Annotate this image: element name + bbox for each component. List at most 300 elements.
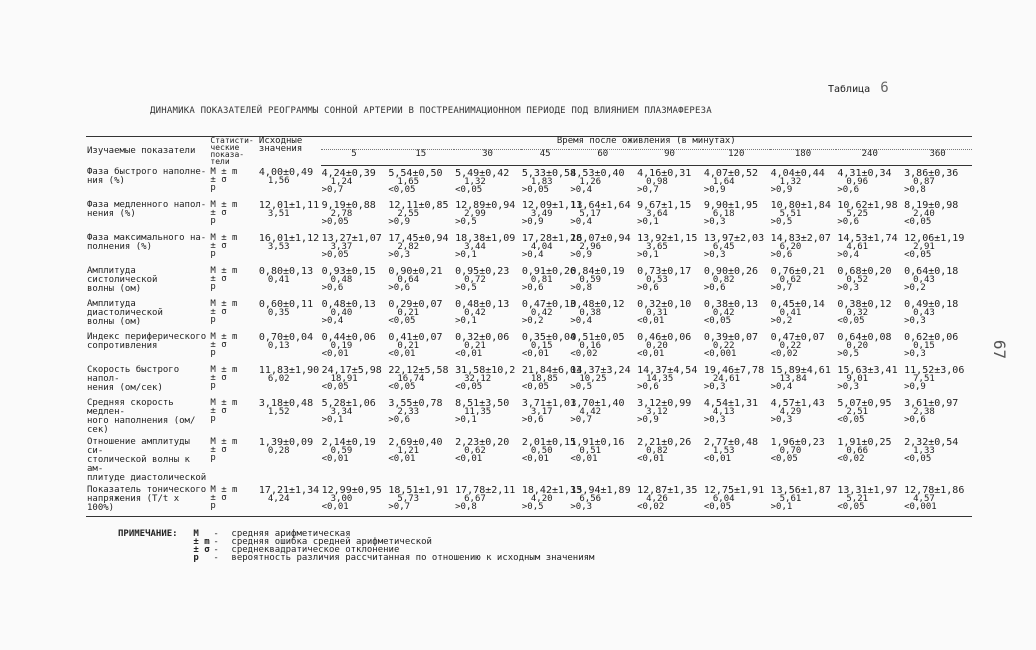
sigma-value: 1,64 bbox=[712, 176, 735, 187]
p-value: <0,01 bbox=[570, 454, 598, 464]
mean-value: 8,51±3,50 bbox=[455, 398, 510, 409]
header-time: 90 bbox=[636, 149, 703, 165]
time-value-cell bbox=[836, 483, 903, 516]
sigma-value: 5,25 bbox=[846, 209, 869, 219]
p-value: >0,2 bbox=[770, 316, 793, 326]
parameter-name: Индекс периферического сопротивления bbox=[87, 332, 207, 351]
mean-value: 0,73±0,17 bbox=[637, 266, 692, 277]
mean-value: 15,63±3,41 bbox=[837, 365, 898, 376]
mean-value: 5,49±0,42 bbox=[455, 167, 510, 179]
time-value-cell bbox=[703, 165, 770, 198]
time-value-cell bbox=[836, 435, 903, 483]
stat-labels: M ± m ± σ p bbox=[210, 437, 238, 463]
sigma-value: 0,42 bbox=[712, 308, 735, 318]
p-value: >0,5 bbox=[570, 382, 593, 392]
time-value-cell bbox=[770, 264, 837, 297]
sigma-value: 0,19 bbox=[330, 341, 353, 351]
sigma-value: 3,64 bbox=[646, 209, 668, 219]
time-value-cell bbox=[836, 264, 903, 297]
sigma-value: 5,51 bbox=[779, 209, 802, 219]
p-value: <0,05 bbox=[770, 454, 798, 464]
mean-value: 0,91±0,26 bbox=[521, 266, 577, 277]
mean-value: 0,90±0,26 bbox=[703, 266, 759, 277]
p-value: >0,3 bbox=[904, 349, 926, 359]
note-symbol: ± m bbox=[193, 537, 210, 547]
time-value-cell bbox=[569, 363, 636, 396]
mean-value: 13,27±1,07 bbox=[321, 233, 382, 244]
mean-value: 13,64±1,64 bbox=[570, 200, 631, 211]
sigma-value: 2,78 bbox=[330, 209, 353, 219]
sigma-value: 1,53 bbox=[712, 446, 735, 456]
p-value: <0,01 bbox=[321, 349, 349, 359]
parameter-name: Фаза медленного напол- нения (%) bbox=[87, 200, 207, 219]
sigma-value: 0,21 bbox=[397, 308, 420, 318]
p-value: >0,5 bbox=[455, 283, 477, 293]
time-value-cell bbox=[387, 198, 454, 231]
time-value-cell bbox=[454, 297, 521, 330]
stat-labels: M ± m ± σ p bbox=[210, 365, 238, 391]
mean-value: 11,83±1,90 bbox=[258, 365, 320, 376]
mean-value: 18,38±1,09 bbox=[455, 233, 516, 244]
header-period: Время после оживления (в минутах) bbox=[321, 137, 972, 150]
time-value-cell bbox=[703, 363, 770, 396]
sigma-value: 0,43 bbox=[913, 275, 935, 285]
note-symbol: ± σ bbox=[193, 545, 210, 555]
time-value-cell bbox=[770, 198, 837, 231]
time-value-cell bbox=[770, 297, 837, 330]
p-value: >0,3 bbox=[570, 502, 593, 512]
time-value-cell bbox=[903, 231, 972, 264]
time-value-cell bbox=[569, 198, 636, 231]
time-value-cell bbox=[521, 264, 577, 297]
p-value: >0,7 bbox=[637, 184, 659, 195]
time-value-cell bbox=[387, 363, 454, 396]
note-symbol: M bbox=[193, 529, 199, 539]
sigma-value: 11,35 bbox=[464, 407, 492, 417]
p-value: >0,9 bbox=[570, 250, 593, 260]
parameter-name: Фаза быстрого наполне- ния (%) bbox=[87, 167, 207, 186]
p-value: >0,6 bbox=[637, 382, 659, 392]
mean-value: 2,14±0,19 bbox=[321, 437, 376, 448]
p-value: <0,01 bbox=[388, 349, 416, 359]
mean-value: 17,28±1,28 bbox=[521, 233, 583, 244]
p-value: <0,05 bbox=[837, 316, 865, 326]
table-row bbox=[86, 231, 972, 264]
sigma-value: 0,42 bbox=[530, 308, 553, 318]
p-value: <0,05 bbox=[388, 382, 416, 392]
time-value-cell bbox=[836, 165, 903, 198]
p-value: >0,8 bbox=[455, 502, 477, 512]
sigma-value: 1,56 bbox=[267, 176, 290, 186]
mean-value: 12,09±1,11 bbox=[521, 200, 583, 211]
mean-value: 12,01±1,11 bbox=[258, 200, 320, 211]
sigma-value: 2,51 bbox=[846, 407, 869, 417]
table-row bbox=[86, 396, 972, 435]
mean-value: 0,38±0,13 bbox=[703, 299, 759, 310]
mean-value: 17,21±1,34 bbox=[258, 485, 320, 496]
time-value-cell bbox=[903, 483, 972, 516]
p-value: <0,01 bbox=[637, 316, 665, 326]
parameter-name: Отношение амплитуды си- столической волны к ам- плитуде диастолической bbox=[87, 437, 207, 483]
time-value-cell bbox=[636, 435, 703, 483]
p-value: <0,02 bbox=[770, 349, 798, 359]
sigma-value: 6,56 bbox=[579, 494, 602, 504]
sigma-value: 2,96 bbox=[579, 242, 602, 252]
parameter-name: Показатель тонического напряжения (T/t x 100%) bbox=[86, 483, 209, 516]
table-header bbox=[86, 137, 972, 166]
time-value-cell bbox=[569, 396, 636, 435]
mean-value: 11,52±3,06 bbox=[904, 365, 965, 376]
p-value: >0,3 bbox=[388, 250, 411, 260]
p-value: >0,3 bbox=[837, 382, 860, 392]
mean-value: 17,78±2,11 bbox=[455, 485, 516, 496]
mean-value: 31,58±10,2 bbox=[455, 365, 516, 376]
time-value-cell bbox=[636, 297, 703, 330]
mean-value: 0,46±0,06 bbox=[637, 332, 692, 343]
sigma-value: 4,24 bbox=[267, 494, 290, 504]
mean-value: 2,32±0,54 bbox=[904, 437, 959, 448]
time-value-cell bbox=[569, 165, 636, 198]
time-value-cell bbox=[636, 231, 703, 264]
sigma-value: 1,24 bbox=[330, 176, 353, 187]
p-value: >0,1 bbox=[455, 250, 477, 260]
mean-value: 2,01±0,15 bbox=[521, 437, 577, 448]
p-value: <0,05 bbox=[521, 382, 549, 392]
p-value: >0,05 bbox=[521, 184, 549, 195]
mean-value: 13,56±1,87 bbox=[770, 485, 831, 496]
p-value: >0,9 bbox=[904, 382, 926, 392]
p-value: >0,5 bbox=[770, 217, 793, 227]
mean-value: 16,01±1,12 bbox=[258, 233, 320, 244]
note-dash: - bbox=[213, 553, 219, 563]
time-value-cell bbox=[521, 297, 577, 330]
p-value: >0,6 bbox=[388, 283, 411, 293]
time-value-cell bbox=[836, 330, 903, 363]
p-value: >0,1 bbox=[321, 415, 344, 425]
sigma-value: 4,04 bbox=[530, 242, 553, 252]
time-value-cell bbox=[387, 264, 454, 297]
sigma-value: 0,59 bbox=[579, 275, 602, 285]
p-value: <0,01 bbox=[521, 454, 549, 464]
mean-value: 0,68±0,20 bbox=[837, 266, 892, 277]
mean-value: 0,64±0,18 bbox=[904, 266, 959, 277]
mean-value: 13,92±1,15 bbox=[637, 233, 698, 244]
sigma-value: 1,83 bbox=[530, 176, 553, 187]
p-value: >0,3 bbox=[770, 415, 793, 425]
sigma-value: 18,91 bbox=[330, 374, 358, 384]
p-value: >0,5 bbox=[521, 502, 544, 512]
sigma-value: 3,12 bbox=[646, 407, 668, 417]
mean-value: 4,00±0,49 bbox=[258, 167, 314, 178]
time-value-cell bbox=[703, 264, 770, 297]
table-row bbox=[86, 165, 972, 198]
mean-value: 3,86±0,36 bbox=[904, 167, 959, 179]
note-dash: - bbox=[213, 537, 219, 547]
p-value: >0,3 bbox=[904, 316, 926, 326]
p-value: <0,01 bbox=[521, 349, 549, 359]
mean-value: 0,38±0,12 bbox=[837, 299, 892, 310]
p-value: <0,01 bbox=[637, 454, 665, 464]
mean-value: 2,77±0,48 bbox=[703, 437, 759, 448]
sigma-value: 0,16 bbox=[579, 341, 602, 351]
p-value: >0,6 bbox=[521, 283, 544, 293]
sigma-value: 0,82 bbox=[646, 446, 668, 456]
mean-value: 0,32±0,06 bbox=[455, 332, 510, 343]
sigma-value: 6,20 bbox=[779, 242, 802, 252]
time-value-cell bbox=[836, 231, 903, 264]
time-value-cell bbox=[521, 435, 577, 483]
time-value-cell bbox=[454, 435, 521, 483]
mean-value: 0,64±0,08 bbox=[837, 332, 892, 343]
time-value-cell bbox=[770, 231, 837, 264]
time-value-cell bbox=[454, 483, 521, 516]
p-value: >0,7 bbox=[770, 283, 793, 293]
mean-value: 0,60±0,11 bbox=[258, 299, 314, 310]
header-time: 180 bbox=[770, 149, 837, 165]
time-value-cell bbox=[636, 198, 703, 231]
note-heading: ПРИМЕЧАНИЕ: bbox=[118, 529, 178, 539]
mean-value: 9,19±0,88 bbox=[321, 200, 376, 211]
time-value-cell bbox=[454, 330, 521, 363]
time-value-cell bbox=[836, 198, 903, 231]
p-value: >0,2 bbox=[904, 283, 926, 293]
time-value-cell bbox=[903, 198, 972, 231]
sigma-value: 0,28 bbox=[267, 446, 290, 456]
sigma-value: 3,51 bbox=[267, 209, 290, 219]
mean-value: 12,11±0,85 bbox=[388, 200, 449, 211]
sigma-value: 4,61 bbox=[846, 242, 869, 252]
note-text: вероятность различия рассчитанная по отношению к исходным значениям bbox=[231, 553, 595, 563]
initial-value-cell bbox=[258, 396, 321, 435]
mean-value: 12,99±0,95 bbox=[321, 485, 382, 496]
time-value-cell bbox=[521, 396, 577, 435]
p-value: <0,05 bbox=[904, 217, 932, 227]
time-value-cell bbox=[903, 363, 972, 396]
sigma-value: 6,67 bbox=[464, 494, 486, 504]
mean-value: 0,44±0,06 bbox=[321, 332, 376, 343]
sigma-value: 0,15 bbox=[913, 341, 935, 351]
header-time: 360 bbox=[903, 149, 972, 165]
sigma-value: 0,64 bbox=[397, 275, 420, 285]
header-time: 45 bbox=[521, 149, 570, 165]
time-value-cell bbox=[321, 483, 388, 516]
mean-value: 10,62±1,98 bbox=[837, 200, 898, 211]
sigma-value: 6,04 bbox=[712, 494, 735, 504]
mean-value: 0,93±0,15 bbox=[321, 266, 376, 277]
time-value-cell bbox=[703, 231, 770, 264]
sigma-value: 0,66 bbox=[846, 446, 869, 456]
sigma-value: 0,13 bbox=[267, 341, 290, 351]
header-stat: Статисти- ческие показа- тели bbox=[209, 137, 258, 166]
mean-value: 4,04±0,44 bbox=[770, 167, 825, 179]
mean-value: 1,39±0,09 bbox=[258, 437, 314, 448]
sigma-value: 0,20 bbox=[646, 341, 668, 351]
time-value-cell bbox=[387, 483, 454, 516]
time-value-cell bbox=[569, 435, 636, 483]
p-value: >0,7 bbox=[321, 184, 344, 195]
mean-value: 0,95±0,23 bbox=[455, 266, 510, 277]
note-symbol: p bbox=[193, 553, 199, 563]
sigma-value: 9,01 bbox=[846, 374, 869, 384]
sigma-value: 2,40 bbox=[913, 209, 935, 219]
sigma-value: 10,25 bbox=[579, 374, 607, 384]
mean-value: 0,51±0,05 bbox=[570, 332, 625, 343]
mean-value: 0,41±0,07 bbox=[388, 332, 443, 343]
sigma-value: 1,52 bbox=[267, 407, 290, 417]
time-value-cell bbox=[770, 435, 837, 483]
time-value-cell bbox=[636, 483, 703, 516]
time-value-cell bbox=[521, 165, 577, 198]
mean-value: 4,57±1,43 bbox=[770, 398, 825, 409]
mean-value: 0,39±0,07 bbox=[703, 332, 759, 343]
sigma-value: 2,38 bbox=[913, 407, 935, 417]
p-value: >0,6 bbox=[904, 415, 926, 425]
mean-value: 0,84±0,19 bbox=[570, 266, 625, 277]
time-value-cell bbox=[569, 330, 636, 363]
stat-labels: M ± m ± σ p bbox=[210, 167, 238, 193]
sigma-value: 1,32 bbox=[779, 176, 802, 187]
note-text: средняя ошибка средней арифметической bbox=[231, 537, 432, 547]
p-value: >0,4 bbox=[521, 250, 544, 260]
sigma-value: 0,41 bbox=[267, 275, 290, 285]
sigma-value: 2,82 bbox=[397, 242, 420, 252]
p-value: >0,9 bbox=[388, 217, 411, 227]
p-value: <0,05 bbox=[321, 382, 349, 392]
p-value: >0,4 bbox=[321, 316, 344, 326]
p-value: >0,1 bbox=[770, 502, 793, 512]
stat-labels: M ± m ± σ p bbox=[210, 266, 238, 292]
initial-value-cell bbox=[258, 297, 321, 330]
sigma-value: 1,33 bbox=[913, 446, 935, 456]
time-value-cell bbox=[387, 165, 454, 198]
mean-value: 0,70±0,04 bbox=[258, 332, 314, 343]
p-value: >0,6 bbox=[321, 283, 344, 293]
sigma-value: 0,52 bbox=[846, 275, 869, 285]
mean-value: 19,46±7,78 bbox=[703, 365, 765, 376]
sigma-value: 3,37 bbox=[330, 242, 353, 252]
sigma-value: 5,17 bbox=[579, 209, 602, 219]
p-value: >0,3 bbox=[703, 382, 726, 392]
time-value-cell bbox=[636, 264, 703, 297]
p-value: >0,4 bbox=[837, 250, 860, 260]
p-value: <0,05 bbox=[455, 382, 483, 392]
mean-value: 1,91±0,16 bbox=[570, 437, 625, 448]
mean-value: 12,75±1,91 bbox=[703, 485, 765, 496]
p-value: >0,1 bbox=[637, 250, 659, 260]
stat-labels: M ± m ± σ p bbox=[210, 200, 238, 226]
sigma-value: 0,81 bbox=[530, 275, 553, 285]
p-value: <0,02 bbox=[570, 349, 598, 359]
time-value-cell bbox=[903, 165, 972, 198]
time-value-cell bbox=[903, 330, 972, 363]
mean-value: 12,78±1,86 bbox=[904, 485, 965, 496]
sigma-value: 4,20 bbox=[530, 494, 553, 504]
sigma-value: 3,34 bbox=[330, 407, 353, 417]
mean-value: 18,51±1,91 bbox=[388, 485, 449, 496]
mean-value: 0,45±0,14 bbox=[770, 299, 825, 310]
p-value: <0,05 bbox=[904, 454, 932, 464]
time-value-cell bbox=[454, 363, 521, 396]
time-value-cell bbox=[703, 396, 770, 435]
time-value-cell bbox=[569, 297, 636, 330]
mean-value: 15,89±4,61 bbox=[770, 365, 831, 376]
mean-value: 0,47±0,07 bbox=[770, 332, 825, 343]
mean-value: 3,55±0,78 bbox=[388, 398, 443, 409]
p-value: >0,8 bbox=[570, 283, 593, 293]
sigma-value: 14,35 bbox=[646, 374, 674, 384]
sigma-value: 0,20 bbox=[846, 341, 869, 351]
mean-value: 0,48±0,13 bbox=[455, 299, 510, 310]
mean-value: 0,47±0,13 bbox=[521, 299, 577, 310]
sigma-value: 2,91 bbox=[913, 242, 935, 252]
mean-value: 21,84±6,03 bbox=[521, 365, 583, 376]
initial-value-cell bbox=[258, 330, 321, 363]
sigma-value: 5,61 bbox=[779, 494, 802, 504]
initial-value-cell bbox=[258, 435, 321, 483]
sigma-value: 0,72 bbox=[464, 275, 486, 285]
mean-value: 3,18±0,48 bbox=[258, 398, 314, 409]
sigma-value: 1,26 bbox=[579, 176, 602, 187]
header-initial: Исходные значения bbox=[258, 137, 321, 166]
sigma-value: 0,40 bbox=[330, 308, 353, 318]
mean-value: 4,07±0,52 bbox=[703, 167, 759, 179]
time-value-cell bbox=[903, 435, 972, 483]
mean-value: 0,80±0,13 bbox=[258, 266, 314, 277]
table-body bbox=[86, 165, 972, 516]
mean-value: 12,89±0,94 bbox=[455, 200, 516, 211]
mean-value: 5,54±0,50 bbox=[388, 167, 443, 179]
mean-value: 2,69±0,40 bbox=[388, 437, 443, 448]
p-value: >0,9 bbox=[770, 184, 793, 195]
sigma-value: 24,61 bbox=[712, 374, 740, 384]
sigma-value: 0,48 bbox=[330, 275, 353, 285]
time-value-cell bbox=[703, 435, 770, 483]
parameter-name: Скорость быстрого напол- нения (ом/сек) bbox=[87, 365, 180, 393]
p-value: >0,1 bbox=[455, 316, 477, 326]
header-time: 5 bbox=[321, 149, 388, 165]
note-dash: - bbox=[213, 529, 219, 539]
mean-value: 2,21±0,26 bbox=[637, 437, 692, 448]
p-value: >0,1 bbox=[637, 217, 659, 227]
p-value: >0,9 bbox=[703, 184, 726, 195]
p-value: <0,05 bbox=[904, 250, 932, 260]
sigma-value: 5,21 bbox=[846, 494, 869, 504]
header-time: 120 bbox=[703, 149, 770, 165]
mean-value: 0,62±0,06 bbox=[904, 332, 959, 343]
parameter-name: Амплитуда диастолической волны (ом) bbox=[87, 299, 163, 327]
p-value: >0,4 bbox=[570, 316, 593, 326]
p-value: <0,01 bbox=[321, 502, 349, 512]
p-value: <0,05 bbox=[703, 316, 731, 326]
sigma-value: 0,22 bbox=[779, 341, 802, 351]
sigma-value: 18,85 bbox=[530, 374, 558, 384]
time-value-cell bbox=[636, 330, 703, 363]
stat-labels: M ± m ± σ p bbox=[210, 233, 238, 259]
p-value: >0,6 bbox=[770, 250, 793, 260]
sigma-value: 3,49 bbox=[530, 209, 553, 219]
p-value: >0,3 bbox=[837, 283, 860, 293]
mean-value: 0,48±0,12 bbox=[570, 299, 625, 310]
sigma-value: 0,62 bbox=[464, 446, 486, 456]
mean-value: 9,90±1,95 bbox=[703, 200, 759, 211]
sigma-value: 0,59 bbox=[330, 446, 353, 456]
header-time: 15 bbox=[387, 149, 454, 165]
time-value-cell bbox=[321, 363, 388, 396]
p-value: <0,01 bbox=[321, 454, 349, 464]
sigma-value: 3,44 bbox=[464, 242, 486, 252]
p-value: <0,001 bbox=[904, 502, 937, 512]
p-value: >0,9 bbox=[637, 415, 659, 425]
